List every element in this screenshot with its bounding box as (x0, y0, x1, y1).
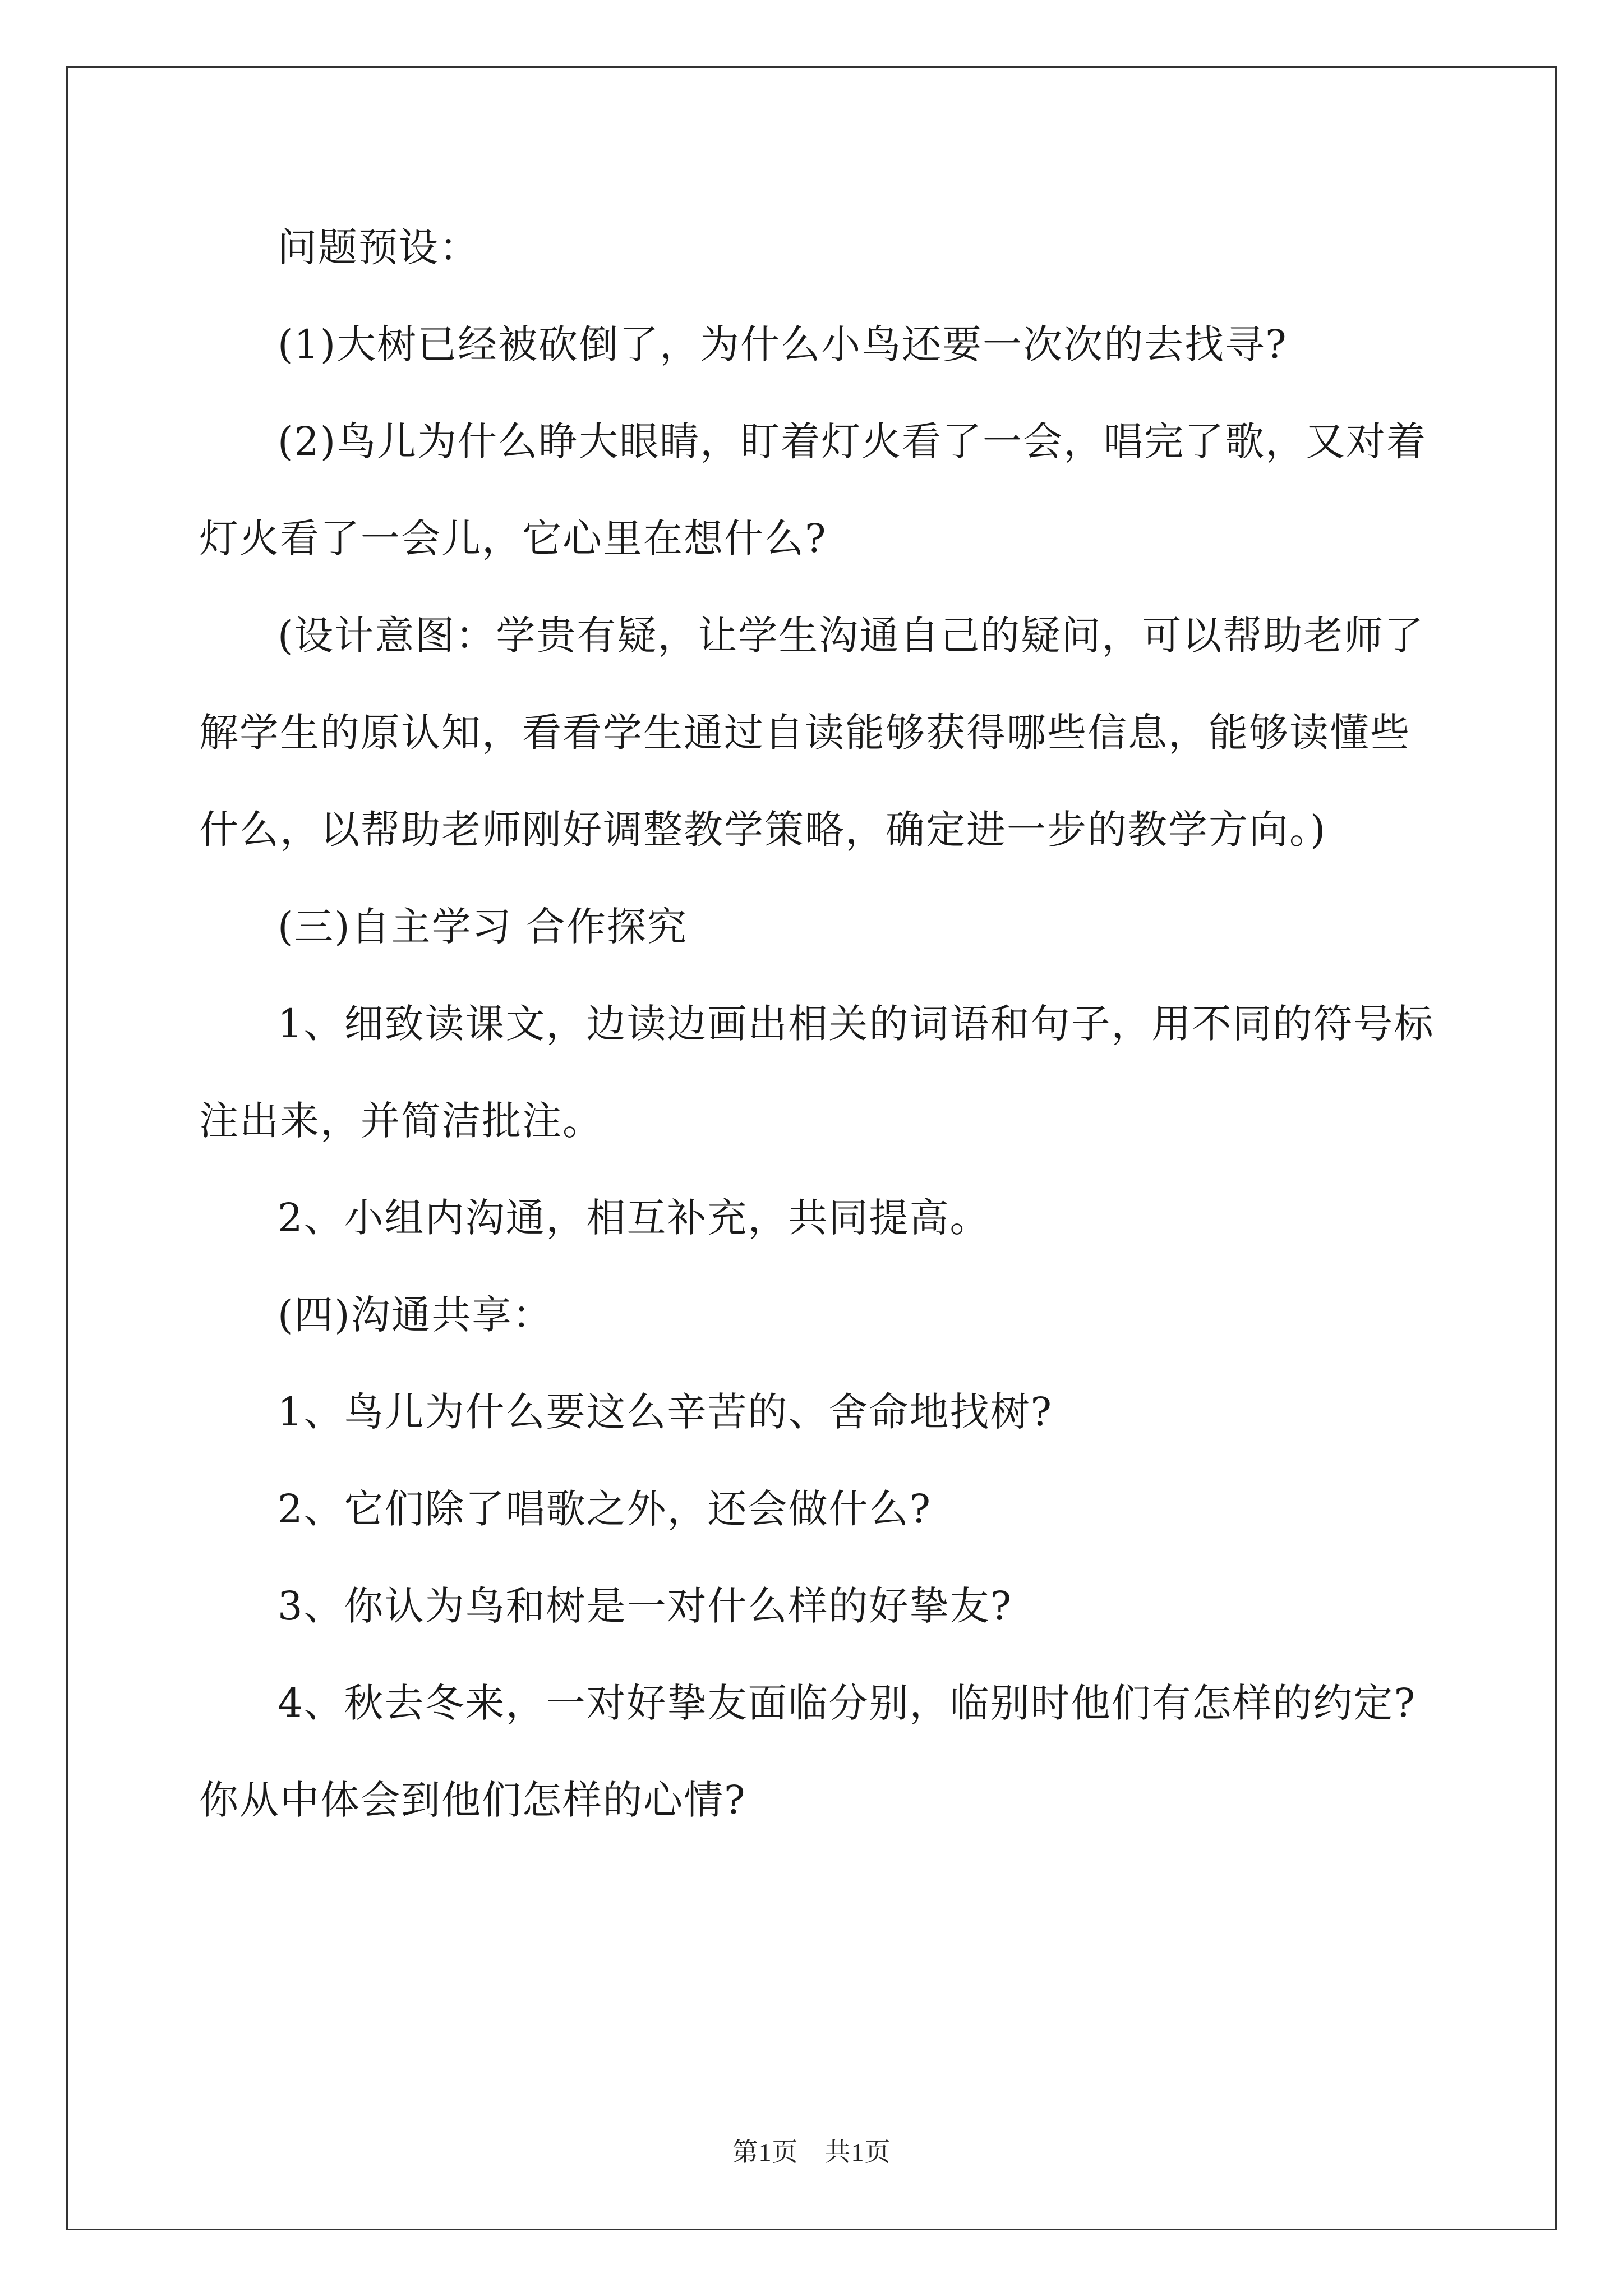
paragraph-question-2: (2)鸟儿为什么睁大眼睛，盯着灯火看了一会，唱完了歌，又对着灯火看了一会儿，它心里在想什么? (199, 418, 1427, 562)
list-item: 1、鸟儿为什么要这么辛苦的、舍命地找树? (278, 1389, 1053, 1435)
list-item: 2、小组内沟通，相互补充，共同提高。 (278, 1195, 990, 1241)
list-item: 3、你认为鸟和树是一对什么样的好挚友? (278, 1583, 1013, 1629)
list-item: 4、秋去冬来，一对好挚友面临分别，临别时他们有怎样的约定?你从中体会到他们怎样的心情? (199, 1680, 1417, 1823)
section-heading-4: (四)沟通共享： (278, 1292, 553, 1338)
paragraph-question-preset: 问题预设： (278, 224, 479, 270)
list-item: 2、它们除了唱歌之外，还会做什么? (278, 1486, 932, 1532)
paragraph-question-1: (1)大树已经被砍倒了，为什么小鸟还要一次次的去找寻? (278, 321, 1288, 367)
list-item: 1、细致读课文，边读边画出相关的词语和句子，用不同的符号标注出来，并简洁批注。 (199, 1001, 1435, 1144)
page-number-footer: 第1页 共1页 (732, 2138, 891, 2166)
document-body (199, 199, 1438, 1849)
paragraph-design-intent: (设计意图：学贵有疑，让学生沟通自己的疑问，可以帮助老师了解学生的原认知，看看学生通过自读能够获得哪些信息，能够读懂些什么，以帮助老师刚好调整教学策略，确定进一步的教学方向。) (199, 613, 1425, 853)
section-heading-3: (三)自主学习 合作探究 (278, 904, 688, 950)
